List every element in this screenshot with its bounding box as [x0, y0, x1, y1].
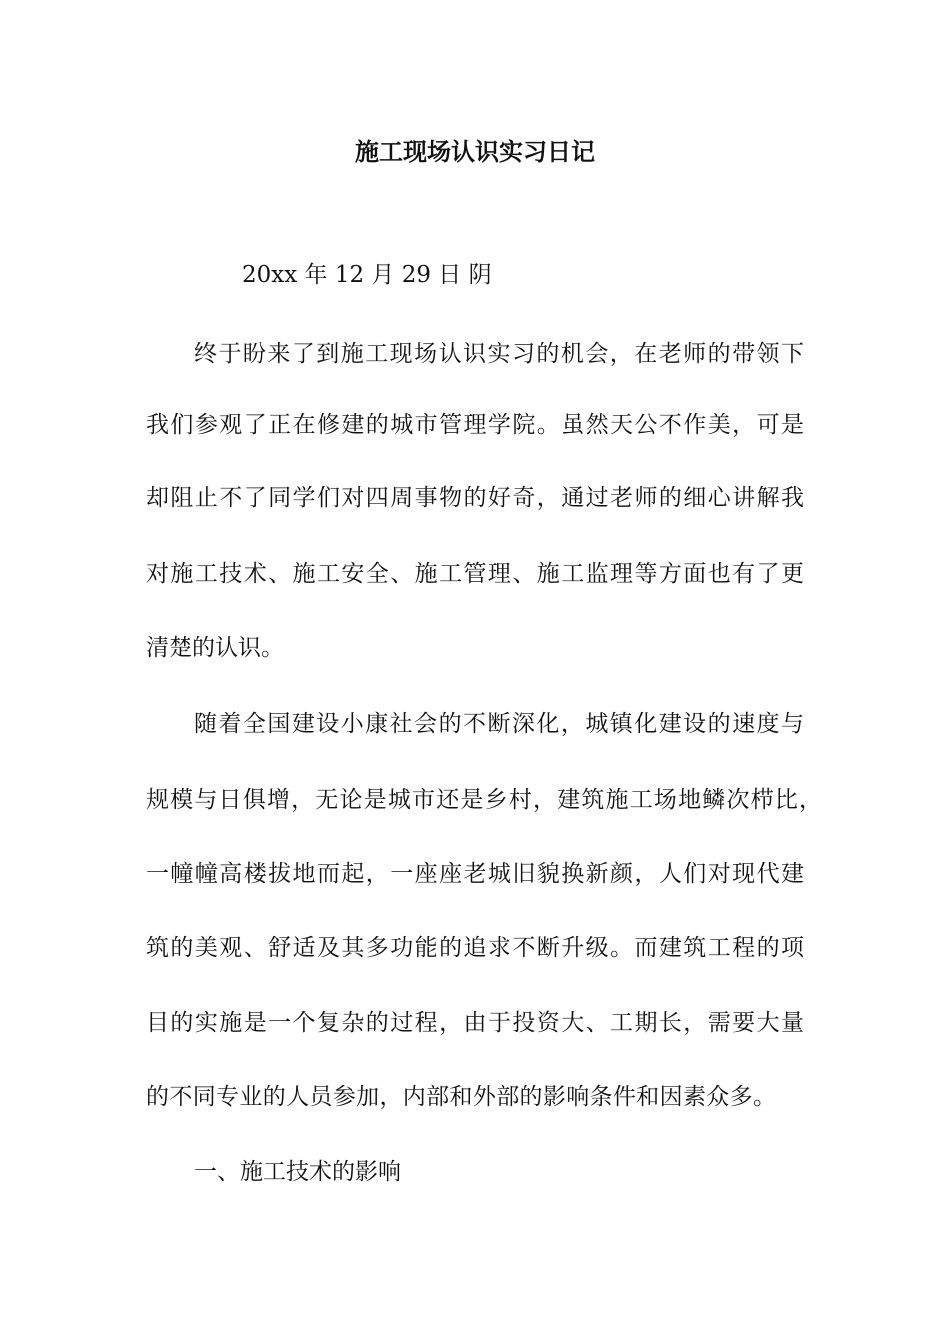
paragraph-1-line-4: 对施工技术、施工安全、施工管理、施工监理等方面也有了更	[146, 561, 804, 587]
paragraph-1-line-2: 我们参观了正在修建的城市管理学院。虽然天公不作美，可是	[146, 412, 804, 438]
date-weather-line: 20xx 年 12 月 29 日 阴	[242, 262, 492, 288]
document-title: 施工现场认识实习日记	[355, 137, 595, 166]
paragraph-2-line-1: 随着全国建设小康社会的不断深化，城镇化建设的速度与	[194, 711, 804, 737]
paragraph-2-line-2: 规模与日俱增，无论是城市还是乡村，建筑施工场地鳞次栉比，	[146, 787, 822, 813]
section-heading: 一、施工技术的影响	[194, 1159, 401, 1185]
paragraph-1-line-5: 清楚的认识。	[146, 635, 284, 661]
paragraph-2-line-6: 的不同专业的人员参加，内部和外部的影响条件和因素众多。	[146, 1084, 776, 1110]
paragraph-2-line-3: 一幢幢高楼拔地而起，一座座老城旧貌换新颜，人们对现代建	[146, 861, 804, 887]
paragraph-2-line-5: 目的实施是一个复杂的过程，由于投资大、工期长，需要大量	[146, 1010, 804, 1036]
paragraph-1-line-3: 却阻止不了同学们对四周事物的好奇，通过老师的细心讲解我	[146, 485, 804, 511]
paragraph-1-line-1: 终于盼来了到施工现场认识实习的机会，在老师的带领下	[194, 341, 804, 367]
paragraph-2-line-4: 筑的美观、舒适及其多功能的追求不断升级。而建筑工程的项	[146, 935, 804, 961]
